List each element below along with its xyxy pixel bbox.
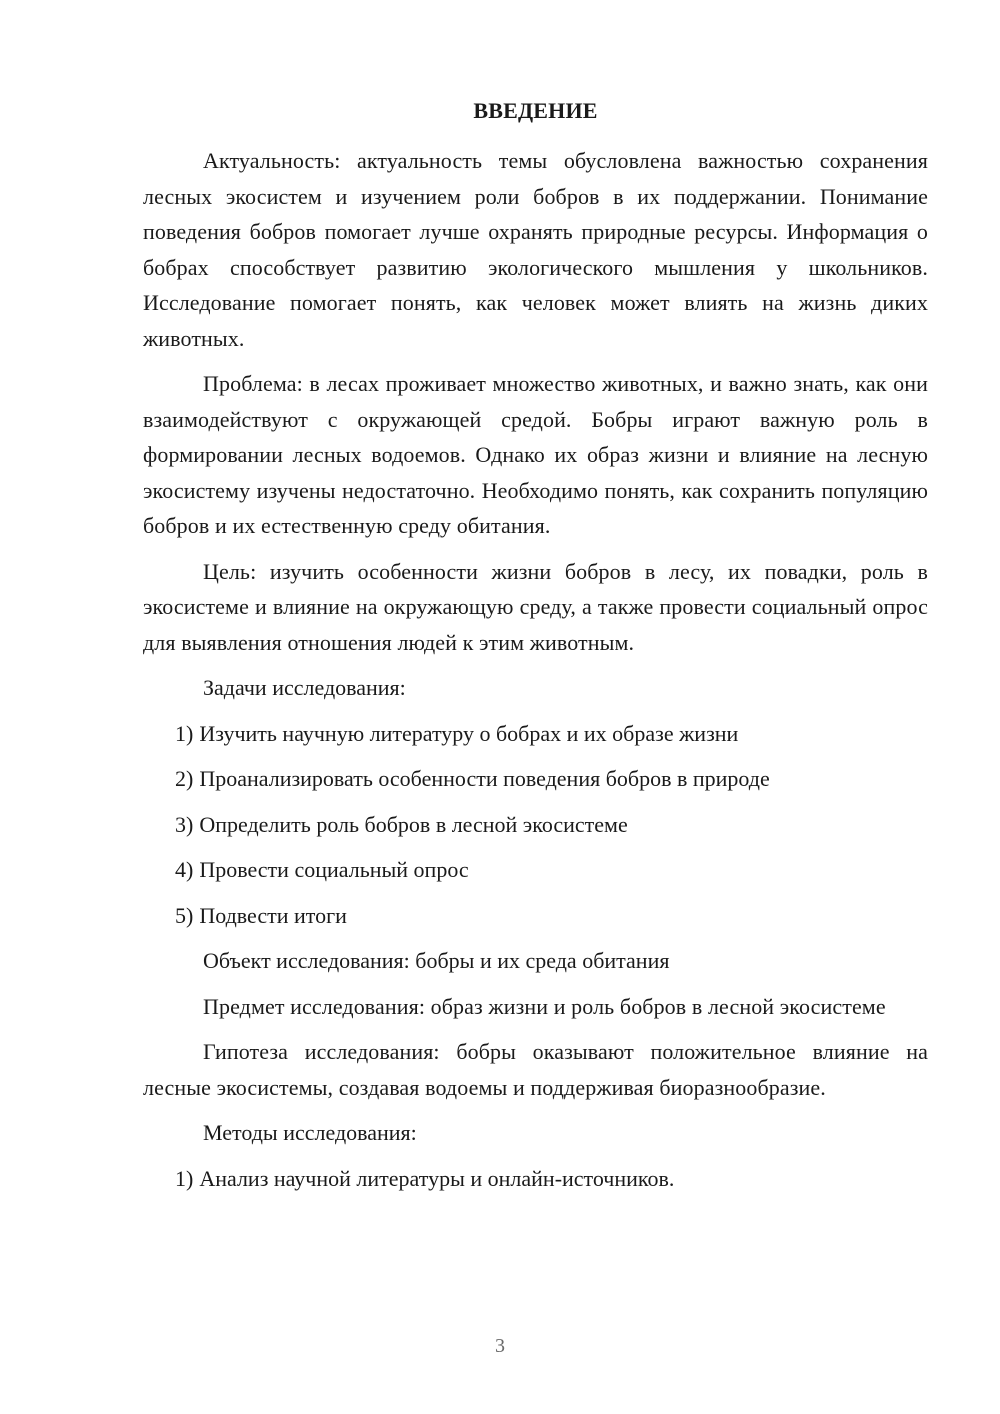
- methods-list: [143, 1161, 928, 1197]
- methods-heading: Методы исследования:: [203, 1120, 417, 1145]
- list-item-number: 1): [175, 1165, 194, 1191]
- paragraph-object: Объект исследования: бобры и их среда обитания: [203, 948, 670, 973]
- list-item: [143, 852, 928, 888]
- list-item: [143, 716, 928, 752]
- paragraph-goal: Цель: изучить особенности жизни бобров в лесу, их повадки, роль в экосистеме и влияние на окружающую среду, а также провести социальный опрос для выявления отношения людей к этим животным.: [143, 558, 928, 655]
- list-item: [143, 807, 928, 843]
- paragraph-problem: Проблема: в лесах проживает множество животных, и важно знать, как они взаимодействуют с окружающей средой. Бобры играют важную роль в формировании лесных водоемов. Однако их образ жизни и влияние на лесную экосистему изучены недостаточно. Необходимо понять, как сохранить популяцию бобров и их естественную среду обитания.: [143, 371, 928, 538]
- list-item: [143, 898, 928, 934]
- list-item-number: 4): [175, 857, 194, 882]
- paragraph-subject: Предмет исследования: образ жизни и роль бобров в лесной экосистеме: [203, 993, 886, 1019]
- list-item-text: Определить роль бобров в лесной экосистеме: [199, 811, 628, 837]
- list-item-number: 3): [175, 811, 194, 837]
- list-item-text: Провести социальный опрос: [199, 857, 469, 882]
- tasks-heading: Задачи исследования:: [203, 675, 406, 700]
- page-title: ВВЕДЕНИЕ: [473, 98, 598, 123]
- list-item-text: Подвести итоги: [199, 902, 347, 928]
- list-item-number: 5): [175, 902, 194, 928]
- document-body: [143, 143, 928, 1206]
- list-item: [143, 1161, 928, 1197]
- list-item-text: Изучить научную литературу о бобрах и их образе жизни: [199, 720, 739, 746]
- list-item-number: 2): [175, 766, 194, 791]
- paragraph-relevance: Актуальность: актуальность темы обусловлена важностью сохранения лесных экосистем и изучением роли бобров в их поддержании. Понимание поведения бобров помогает лучше охранять природные ресурсы. Информация о бобрах способствует развитию экологического мышления у школьников. Исследование помогает понять, как человек может влиять на жизнь диких животных.: [143, 148, 928, 351]
- list-item-text: Проанализировать особенности поведения бобров в природе: [199, 766, 770, 791]
- page-number: 3: [495, 1335, 505, 1357]
- list-item-text: Анализ научной литературы и онлайн-источников.: [199, 1165, 675, 1191]
- tasks-list: [143, 716, 928, 934]
- list-item-number: 1): [175, 720, 194, 746]
- paragraph-hypothesis: Гипотеза исследования: бобры оказывают положительное влияние на лесные экосистемы, создавая водоемы и поддерживая биоразнообразие.: [143, 1039, 928, 1100]
- list-item: [143, 761, 928, 797]
